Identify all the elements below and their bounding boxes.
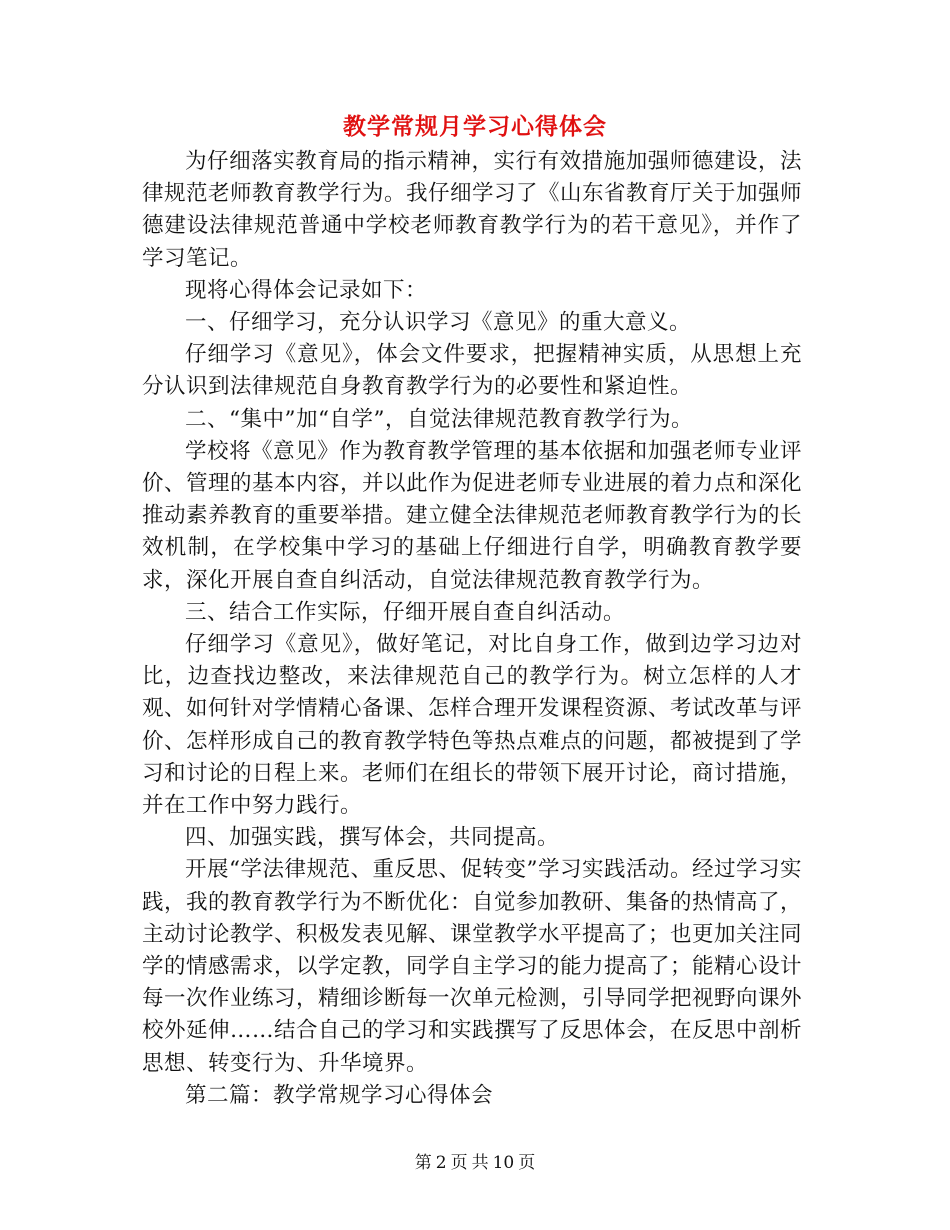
paragraph: 为仔细落实教育局的指示精神，实行有效措施加强师德建设，法律规范老师教育教学行为。我仔细学习了《山东省教育厅关于加强师德建设法律规范普通中学校老师教育教学行为的若干意见》，并作了学习笔记。: [142, 149, 803, 271]
current-page-number: 2: [435, 1153, 447, 1173]
page-footer: [0, 1151, 950, 1175]
paragraph: 开展“学法律规范、重反思、促转变”学习实践活动。经过学习实践，我的教育教学行为不断优化：自觉参加教研、集备的热情高了，主动讨论教学、积极发表见解、课堂教学水平提高了；也更加关注同学的情感需求，以学定教，同学自主学习的能力提高了；能精心设计每一次作业练习，精细诊断每一次单元检测，引导同学把视野向课外校外延伸……结合自己的学习和实践撰写了反思体会，在反思中剖析思想、转变行为、升华境界。: [142, 857, 803, 1076]
paragraph: 现将心得体会记录如下：: [185, 277, 428, 303]
document-title: 教学常规月学习心得体会: [343, 113, 607, 140]
section-heading: 一、仔细学习，充分认识学习《意见》的重大意义。: [185, 310, 692, 336]
paragraph: 仔细学习《意见》，做好笔记，对比自身工作，做到边学习边对比，边查找边整改，来法律规范自己的教学行为。树立怎样的人才观、如何针对学情精心备课、怎样合理开发课程资源、考试改革与评价、怎样形成自己的教育教学特色等热点难点的问题，都被提到了学习和讨论的日程上来。老师们在组长的带领下展开讨论，商讨措施，并在工作中努力践行。: [142, 632, 803, 819]
next-article-heading: 第二篇：教学常规学习心得体会: [185, 1082, 494, 1108]
paragraph: 仔细学习《意见》，体会文件要求，把握精神实质，从思想上充分认识到法律规范自身教育教学行为的必要性和紧迫性。: [142, 342, 802, 400]
section-heading: 二、“集中”加“自学”，自觉法律规范教育教学行为。: [185, 406, 693, 432]
footer-page-label: 页: [450, 1153, 468, 1173]
section-heading: 四、加强实践，撰写体会，共同提高。: [185, 825, 560, 851]
footer-total-suffix: 页: [518, 1153, 536, 1173]
document-body: [142, 146, 802, 1112]
total-pages-number: 10: [492, 1153, 515, 1173]
paragraph: 学校将《意见》作为教育教学管理的基本依据和加强老师专业评价、管理的基本内容，并以此作为促进老师专业进展的着力点和深化推动素养教育的重要举措。建立健全法律规范老师教育教学行为的长效机制，在学校集中学习的基础上仔细进行自学，明确教育教学要求，深化开展自查自纠活动，自觉法律规范教育教学行为。: [142, 438, 803, 593]
footer-total-prefix: 共: [471, 1153, 489, 1173]
section-heading: 三、结合工作实际，仔细开展自查自纠活动。: [185, 599, 626, 625]
footer-prefix: 第: [414, 1153, 432, 1173]
